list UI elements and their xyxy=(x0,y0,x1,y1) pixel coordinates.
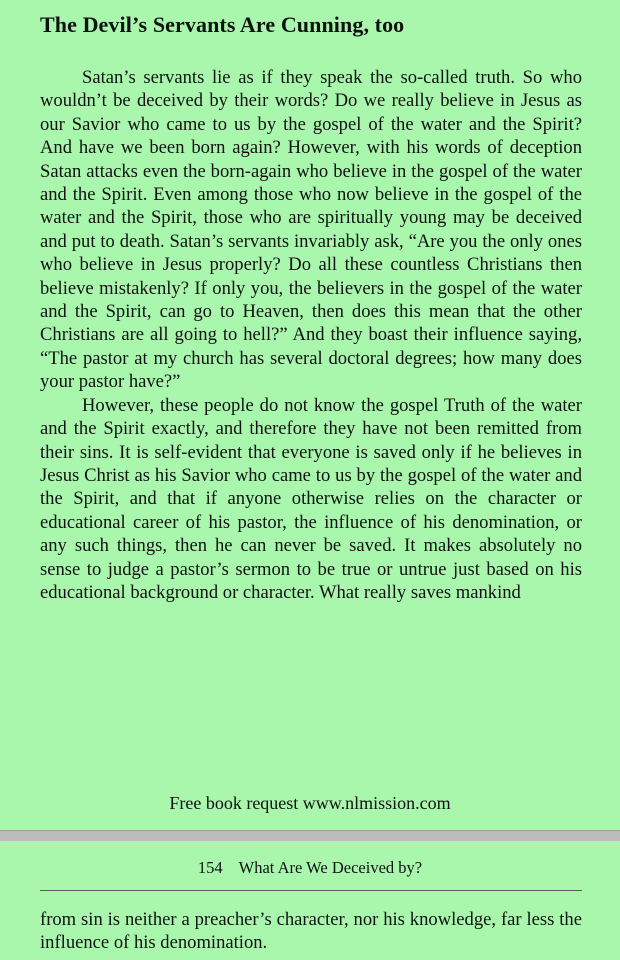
body-text xyxy=(40,66,582,604)
chapter-title: The Devil’s Servants Are Cunning, too xyxy=(40,12,405,37)
paragraph-1: Satan’s servants lie as if they speak the so-called truth. So who wouldn’t be deceived by their words? Do we really believe in Jesus as our Savior who came to us by the gospel of the water and the Spirit? And have we been born again? However, with his words of deception Satan attacks even the born-again who believe in the gospel of the water and the Spirit. Even among those who now believe in the gospel of the water and the Spirit, those who are spiritually young may be deceived and put to death. Satan’s servants invariably ask, “Are you the only ones who believe in Jesus properly? Do all these countless Christians then believe mistakenly? If only you, the believers in the gospel of the water and the Spirit, can go to Heaven, then does this mean that the other Christians are all going to hell?” And they boast their influence saying, “The pastor at my church has several doctoral degrees; how many does your pastor have?” xyxy=(40,67,582,393)
page-lower xyxy=(0,842,620,960)
page-number: 154 xyxy=(197,858,223,877)
running-header-title: What Are We Deceived by? xyxy=(238,858,423,877)
running-header xyxy=(0,858,620,878)
header-rule xyxy=(40,890,582,891)
continued-text: from sin is neither a preacher’s character, nor his knowledge, far less the influence of his denomination. xyxy=(40,909,582,954)
free-book-request-footer: Free book request www.nlmission.com xyxy=(169,793,451,813)
page-divider xyxy=(0,830,620,842)
paragraph-2: However, these people do not know the gospel Truth of the water and the Spirit exactly, and therefore they have not been remitted from their sins. It is self-evident that everyone is saved only if he believes in Jesus Christ as his Savior who came to us by the gospel of the water and the Spirit, and that if anyone otherwise relies on the character or educational career of his pastor, the influence of his denomination, or any such things, then he can never be saved. It makes absolutely no sense to judge a pastor’s sermon to be true or untrue just based on his educational background or character. What really saves mankind xyxy=(40,394,582,603)
